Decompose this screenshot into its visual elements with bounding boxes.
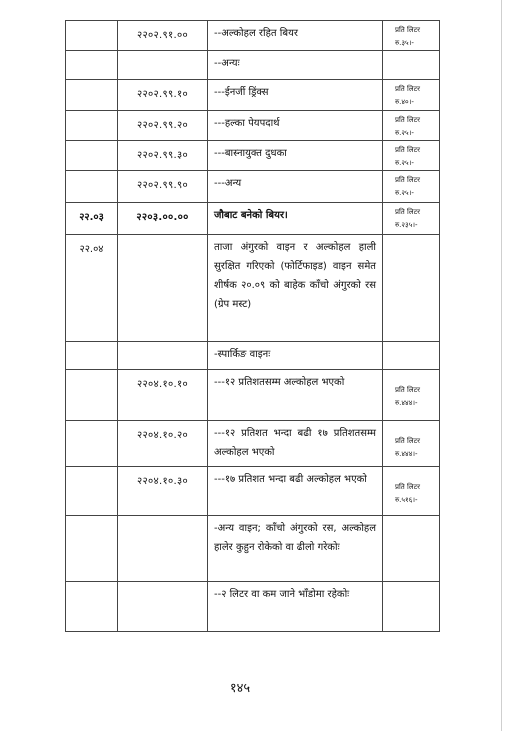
description-text: ---१७ प्रतिशत भन्दा बढी अल्कोहल भएको bbox=[214, 474, 367, 485]
page-number: १४५ bbox=[229, 681, 251, 696]
description-cell: --अल्कोहल रहित बियर bbox=[208, 21, 383, 51]
rate-cell bbox=[383, 342, 440, 370]
rate-cell bbox=[383, 171, 440, 203]
description-cell: ---अन्य bbox=[208, 171, 383, 203]
rate-cell bbox=[383, 370, 440, 421]
rate-value: रु.२५।- bbox=[395, 159, 414, 167]
rate-value: रु.२५।- bbox=[395, 189, 414, 197]
rate-cell bbox=[383, 111, 440, 141]
heading-cell bbox=[66, 111, 118, 141]
rate-unit: प्रति लिटर bbox=[395, 176, 420, 184]
description-cell: ---ईनर्जी ड्रिंक्स bbox=[208, 80, 383, 111]
heading-cell bbox=[66, 171, 118, 203]
heading-cell bbox=[66, 21, 118, 51]
table-row bbox=[66, 370, 440, 421]
rate-unit: प्रति लिटर bbox=[395, 146, 420, 154]
heading-cell: २२.०४ bbox=[66, 235, 118, 342]
table-row bbox=[66, 80, 440, 111]
description-text: ---१२ प्रतिशतसम्म अल्कोहल भएको bbox=[214, 377, 345, 388]
rate-unit: प्रति लिटर bbox=[395, 386, 420, 394]
description-cell bbox=[208, 421, 383, 467]
description-cell: ---बास्नायुक्त दुधका bbox=[208, 141, 383, 171]
rate-cell bbox=[383, 80, 440, 111]
hs-code-cell: २२०३.००.०० bbox=[118, 203, 208, 235]
hs-code-cell bbox=[118, 582, 208, 632]
heading-cell bbox=[66, 342, 118, 370]
tariff-table bbox=[65, 20, 440, 632]
heading-cell bbox=[66, 51, 118, 80]
table-row bbox=[66, 171, 440, 203]
rate-unit: प्रति लिटर bbox=[395, 208, 420, 216]
description-text: ताजा अंगुरको वाइन र अल्कोहल हाली सुरक्षित गरिएको (फोर्टिफाइड) वाइन समेत शीर्षक २०.०९ को बाहेक काँचो अंगुरको रस (ग्रेप मस्ट) bbox=[214, 242, 376, 310]
rate-unit: प्रति लिटर bbox=[395, 116, 420, 124]
description-cell bbox=[208, 582, 383, 632]
description-cell: --अन्यः bbox=[208, 51, 383, 80]
description-cell bbox=[208, 516, 383, 582]
rate-value: रु.४०।- bbox=[395, 98, 414, 106]
heading-cell bbox=[66, 141, 118, 171]
heading-cell bbox=[66, 370, 118, 421]
hs-code-cell: २२०२.९१.०० bbox=[118, 21, 208, 51]
heading-cell bbox=[66, 421, 118, 467]
description-cell bbox=[208, 235, 383, 342]
table-row bbox=[66, 51, 440, 80]
description-cell: -स्पार्किङ वाइनः bbox=[208, 342, 383, 370]
table-row bbox=[66, 111, 440, 141]
hs-code-cell: २२०४.१०.२० bbox=[118, 421, 208, 467]
hs-code-cell bbox=[118, 235, 208, 342]
hs-code-cell: २२०२.९९.३० bbox=[118, 141, 208, 171]
description-cell: ---हल्का पेयपदार्थ bbox=[208, 111, 383, 141]
rate-cell bbox=[383, 582, 440, 632]
description-text: ---१२ प्रतिशत भन्दा बढी १७ प्रतिशतसम्म अल्कोहल भएको bbox=[214, 428, 376, 458]
rate-cell bbox=[383, 51, 440, 80]
rate-cell bbox=[383, 421, 440, 467]
hs-code-cell: २२०२.९९.२० bbox=[118, 111, 208, 141]
rate-value: रु.४४४।- bbox=[395, 399, 418, 407]
table-row bbox=[66, 467, 440, 516]
rate-cell bbox=[383, 467, 440, 516]
hs-code-cell bbox=[118, 516, 208, 582]
description-cell bbox=[208, 467, 383, 516]
rate-cell bbox=[383, 141, 440, 171]
heading-cell bbox=[66, 467, 118, 516]
rate-cell bbox=[383, 516, 440, 582]
table-row bbox=[66, 235, 440, 342]
table-row bbox=[66, 342, 440, 370]
rate-value: रु.२५।- bbox=[395, 129, 414, 137]
heading-cell bbox=[66, 80, 118, 111]
rate-value: रु.४४४।- bbox=[395, 450, 418, 458]
rate-cell bbox=[383, 235, 440, 342]
hs-code-cell: २२०४.१०.३० bbox=[118, 467, 208, 516]
rate-cell bbox=[383, 203, 440, 235]
heading-cell bbox=[66, 516, 118, 582]
hs-code-cell: २२०२.९९.९० bbox=[118, 171, 208, 203]
rate-value: रु.३५।- bbox=[395, 39, 414, 47]
hs-code-cell bbox=[118, 342, 208, 370]
rate-unit: प्रति लिटर bbox=[395, 483, 420, 491]
rate-cell bbox=[383, 21, 440, 51]
description-text: -अन्य वाइन; काँचो अंगुरको रस, अल्कोहल हालेर कुहुन रोकेको वा ढीलो गरेकोः bbox=[214, 523, 376, 553]
table-row bbox=[66, 516, 440, 582]
table-row bbox=[66, 421, 440, 467]
table-row bbox=[66, 582, 440, 632]
table-row bbox=[66, 203, 440, 235]
table-row bbox=[66, 21, 440, 51]
hs-code-cell bbox=[118, 51, 208, 80]
hs-code-cell: २२०२.९९.१० bbox=[118, 80, 208, 111]
rate-unit: प्रति लिटर bbox=[395, 26, 420, 34]
rate-value: रु.५१६।- bbox=[395, 496, 418, 504]
heading-cell bbox=[66, 582, 118, 632]
rate-value: रु.२३५।- bbox=[395, 221, 418, 229]
description-cell: जौबाट बनेको बियर। bbox=[208, 203, 383, 235]
rate-unit: प्रति लिटर bbox=[395, 85, 420, 93]
table-row bbox=[66, 141, 440, 171]
description-text: --२ लिटर वा कम जाने भाँडोमा रहेकोः bbox=[214, 589, 350, 600]
heading-cell: २२.०३ bbox=[66, 203, 118, 235]
description-cell bbox=[208, 370, 383, 421]
hs-code-cell: २२०४.१०.१० bbox=[118, 370, 208, 421]
rate-unit: प्रति लिटर bbox=[395, 437, 420, 445]
